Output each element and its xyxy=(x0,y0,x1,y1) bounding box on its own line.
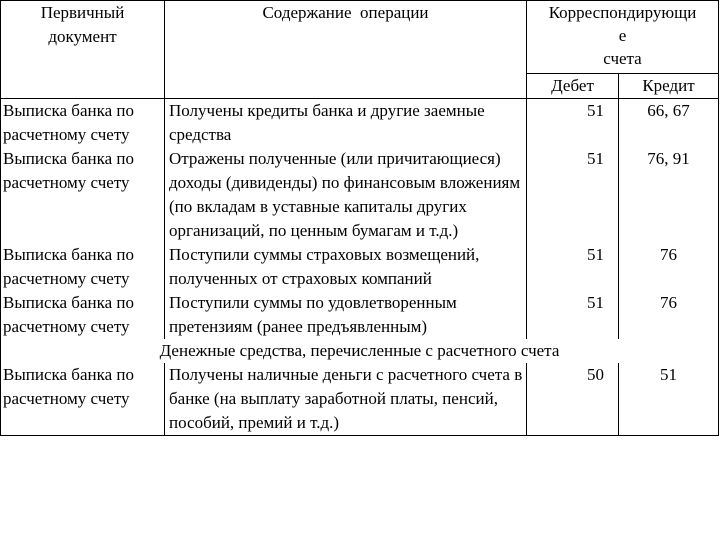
row-doc-line2: расчетному счету xyxy=(3,269,130,288)
header-corr-line1: Корреспондирующи xyxy=(548,3,697,22)
row-content: Получены кредиты банка и другие заемные средства xyxy=(165,99,527,148)
header-content-label: Содержание операции xyxy=(262,3,429,22)
row-debit: 51 xyxy=(527,147,619,243)
row-credit: 66, 67 xyxy=(619,99,719,148)
header-doc-cell xyxy=(1,1,165,99)
row-doc-line1: Выписка банка по xyxy=(3,149,134,168)
row-doc-cell xyxy=(1,147,165,243)
header-doc-line1: Первичный xyxy=(40,3,125,22)
row-doc-cell xyxy=(1,363,165,436)
table-row xyxy=(1,291,719,339)
table-row xyxy=(1,243,719,291)
row-doc-line1: Выписка банка по xyxy=(3,365,134,384)
row-credit: 76 xyxy=(619,291,719,339)
row-doc-cell xyxy=(1,99,165,148)
row-content: Поступили суммы по удовлетворенным претензиям (ранее предъявленным) xyxy=(165,291,527,339)
section-title: Денежные средства, перечисленные с расчетного счета xyxy=(1,339,719,363)
header-credit: Кредит xyxy=(619,74,719,99)
row-content: Отражены полученные (или причитающиеся) доходы (дивиденды) по финансовым вложениям (по вкладам в уставные капиталы других организаций, по ценным бумагам и т.д.) xyxy=(165,147,527,243)
row-debit: 51 xyxy=(527,243,619,291)
header-corr-cell xyxy=(527,1,719,74)
row-doc-line2: расчетному счету xyxy=(3,125,130,144)
row-doc-line1: Выписка банка по xyxy=(3,245,134,264)
row-doc-cell xyxy=(1,243,165,291)
row-doc-cell xyxy=(1,291,165,339)
header-debit: Дебет xyxy=(527,74,619,99)
row-doc-line1: Выписка банка по xyxy=(3,101,134,120)
row-credit: 76 xyxy=(619,243,719,291)
row-content: Поступили суммы страховых возмещений, полученных от страховых компаний xyxy=(165,243,527,291)
row-doc-line1: Выписка банка по xyxy=(3,293,134,312)
header-corr-line2: е xyxy=(618,26,627,45)
header-corr-line3: счета xyxy=(603,49,642,68)
row-credit: 51 xyxy=(619,363,719,436)
row-content: Получены наличные деньги с расчетного счета в банке (на выплату заработной платы, пенсий, пособий, премий и т.д.) xyxy=(165,363,527,436)
row-debit: 50 xyxy=(527,363,619,436)
row-doc-line2: расчетному счету xyxy=(3,389,130,408)
header-row xyxy=(1,1,719,74)
table-row xyxy=(1,99,719,148)
row-debit: 51 xyxy=(527,291,619,339)
table-row xyxy=(1,147,719,243)
section-row xyxy=(1,339,719,363)
row-doc-line2: расчетному счету xyxy=(3,173,130,192)
row-doc-line2: расчетному счету xyxy=(3,317,130,336)
row-credit: 76, 91 xyxy=(619,147,719,243)
header-doc-line2: документ xyxy=(48,27,117,46)
header-content-cell xyxy=(165,1,527,99)
table-row xyxy=(1,363,719,436)
row-debit: 51 xyxy=(527,99,619,148)
